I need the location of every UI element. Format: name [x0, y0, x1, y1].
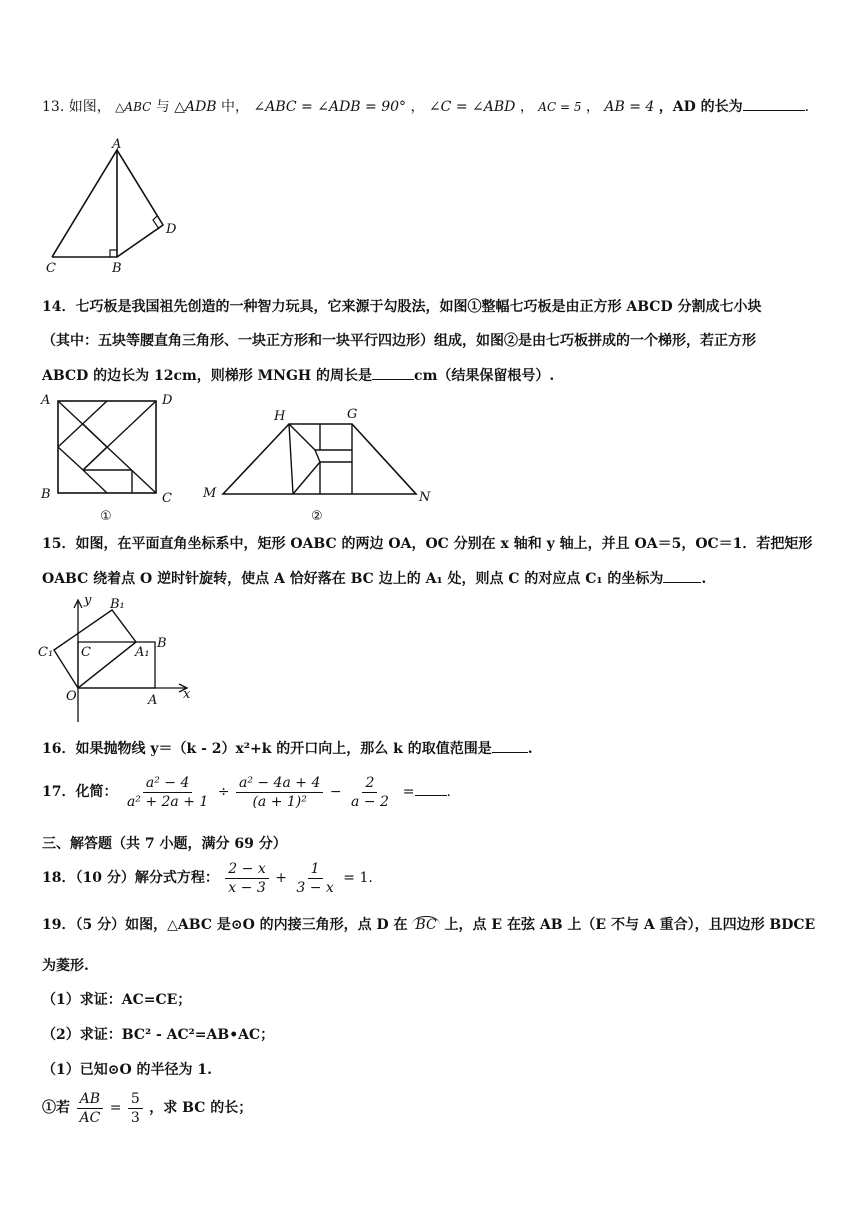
label-m: M: [203, 486, 217, 501]
caption-figure-1: ①: [100, 509, 112, 524]
answer-blank: [492, 738, 528, 753]
q14-line-3: ABCD 的边长为 12cm，则梯形 MNGH 的周长是 cm（结果保留根号）.: [42, 365, 554, 386]
label-a: A: [112, 137, 122, 152]
label-b: B: [157, 636, 167, 651]
label-h: H: [274, 409, 286, 424]
q16-text: 16．如果抛物线 y＝（k - 2）x²+k 的开口向上，那么 k 的取值范围是 .: [42, 738, 533, 759]
q13-number: 13.: [42, 99, 65, 115]
label-b: B: [41, 487, 51, 502]
q19-part-2: （2）求证：BC² - AC²=AB•AC；: [42, 1027, 275, 1043]
fraction-five-thirds: $\frac{5}{3}$: [128, 1090, 143, 1127]
label-d: D: [162, 393, 173, 408]
label-c: C: [81, 645, 91, 660]
q14-line-2: （其中：五块等腰直角三角形、一块正方形和一块平行四边形）组成，如图②是由七巧板拼成的一个梯形，若正方形: [42, 333, 756, 349]
q19-part-4: ①若 $\frac{AB}{AC}$ = $\frac{5}{3}$ ，求 BC 的长；: [42, 1090, 253, 1126]
label-d: D: [166, 222, 177, 237]
triangle-adb: △ADB: [174, 99, 217, 115]
label-a: A: [41, 393, 51, 408]
fraction-1: $\frac{\text{a² − 4}}{\text{a² + 2a + 1}}$: [126, 774, 209, 810]
label-a: A: [148, 693, 158, 708]
condition-angle-c: ∠C = ∠ABD: [428, 99, 516, 115]
q13-figure: [40, 136, 200, 276]
label-x: x: [183, 687, 191, 702]
answer-blank: [415, 781, 447, 796]
condition-ac: AC = 5: [538, 100, 582, 114]
label-o: O: [66, 689, 77, 704]
triangle-abc: △ABC: [115, 100, 152, 114]
label-c: C: [46, 261, 56, 276]
q19-part-3: （1）已知⊙O 的半径为 1.: [42, 1062, 213, 1078]
q17-expression: 17．化简： $\frac{\text{a² − 4}}{\text{a² + 2a + 1}}$ ÷ $\frac{\text{a² − 4a + 4}}{\text{(a + 1)²}}$ − $\frac{2}{a - 2}$ = .: [42, 774, 451, 810]
fraction-2: $\frac{1}{3 - x}$: [296, 860, 334, 896]
q13-text: 13. 如图， △ABC 与 △ADB 中， ∠ABC = ∠ADB = 90° ， ∠C = ∠ABD ， AC = 5 ， AB = 4 ，AD 的长为 .: [42, 96, 809, 117]
answer-blank: [743, 96, 805, 111]
label-b1: B₁: [110, 597, 125, 612]
q19-line-1: 19．（5 分）如图，△ABC 是⊙O 的内接三角形，点 D 在 BC 上，点 E 在弦 AB 上（E 不与 A 重合），且四边形 BDCE: [42, 917, 816, 933]
q14-line-1: 14．七巧板是我国祖先创造的一种智力玩具，它来源于勾股法，如图①整幅七巧板是由正方形 ABCD 分割成七小块: [42, 299, 762, 315]
answer-blank: [372, 365, 414, 380]
tangram-trapezoid-figure: [200, 402, 440, 524]
tangram-square-figure: [38, 392, 178, 524]
q15-line-1: 15．如图，在平面直角坐标系中，矩形 OABC 的两边 OA，OC 分别在 x 轴和 y 轴上，并且 OA＝5，OC＝1．若把矩形: [42, 536, 813, 552]
section-heading: 三、解答题（共 7 小题，满分 69 分）: [42, 836, 287, 852]
q15-coordinate-figure: [36, 594, 206, 728]
label-c: C: [162, 491, 172, 506]
label-g: G: [347, 407, 358, 422]
label-y: y: [84, 593, 92, 608]
arc-bc: BC: [412, 916, 439, 933]
q19-line-2: 为菱形.: [42, 958, 89, 974]
q18-equation: 18．（10 分）解分式方程： $\frac{2 - x}{x - 3}$ + $\frac{1}{3 - x}$ = 1.: [42, 860, 373, 896]
fraction-1: $\frac{2 - x}{x - 3}$: [225, 860, 268, 897]
label-n: N: [419, 490, 431, 505]
q15-line-2: OABC 绕着点 O 逆时针旋转，使点 A 恰好落在 BC 边上的 A₁ 处，则点 C 的对应点 C₁ 的坐标为 .: [42, 568, 706, 589]
label-a1: A₁: [135, 645, 150, 660]
condition-ab: AB = 4: [604, 99, 655, 115]
fraction-ab-ac: $\frac{AB}{AC}$: [76, 1090, 103, 1127]
caption-figure-2: ②: [311, 509, 323, 524]
fraction-3: $\frac{2}{a - 2}$: [351, 774, 389, 810]
condition-right-angles: ∠ABC = ∠ADB = 90°: [253, 99, 407, 115]
label-c1: C₁: [38, 645, 54, 660]
answer-blank: [663, 568, 701, 583]
label-b: B: [112, 261, 122, 276]
q19-part-1: （1）求证：AC=CE；: [42, 992, 192, 1008]
fraction-2: $\frac{\text{a² − 4a + 4}}{\text{(a + 1)²}}$: [236, 774, 323, 811]
